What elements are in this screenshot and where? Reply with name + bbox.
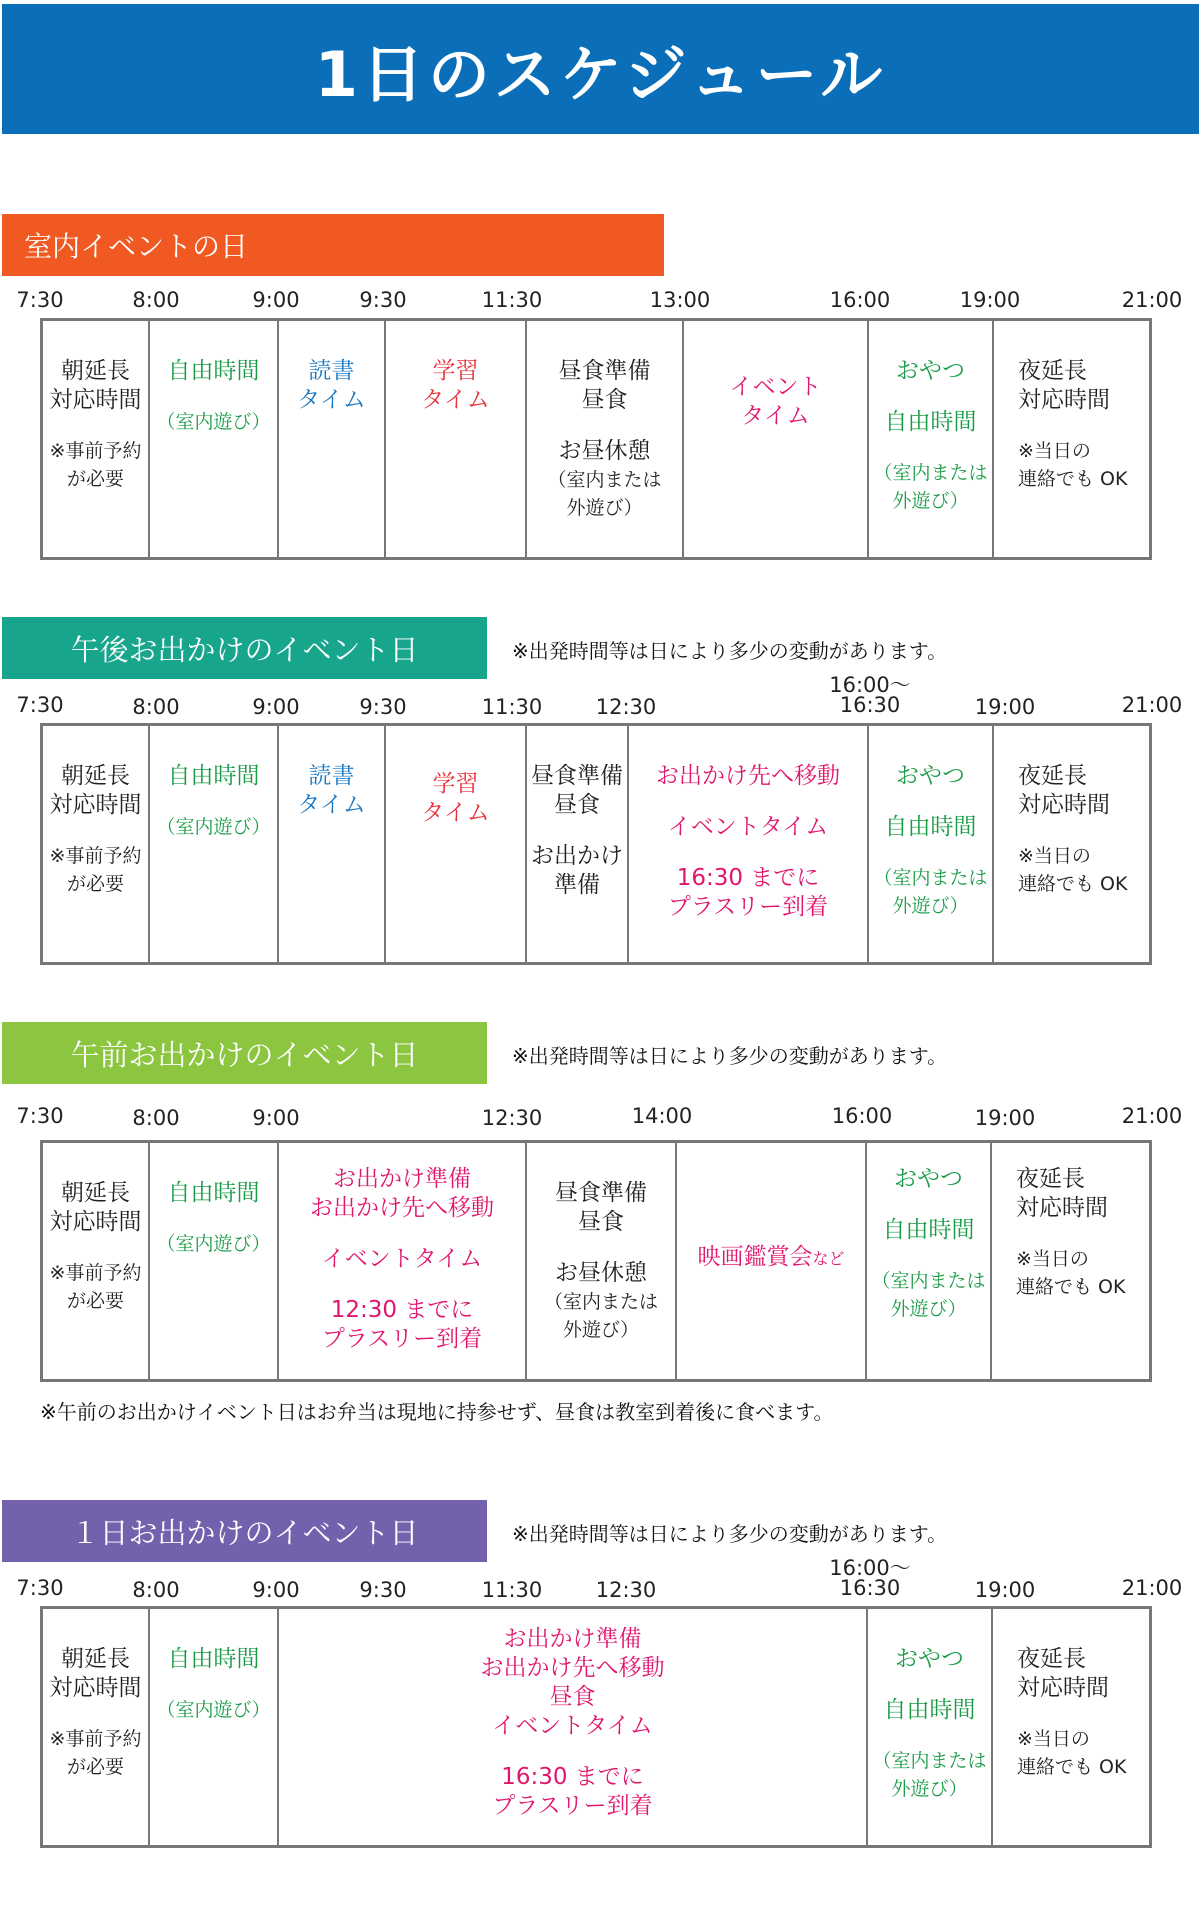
cell-lunch: 昼食準備 昼食 お昼休憩 （室内または 外遊び） — [527, 321, 684, 557]
cell-free-time: 自由時間 （室内遊び） — [150, 321, 279, 557]
time-label: 11:30 — [481, 695, 543, 719]
cell-outing-event: お出かけ先へ移動 イベントタイム 16:30 までに プラスリー到着 — [629, 726, 869, 962]
time-label: 7:30 — [16, 1104, 64, 1128]
time-label: 9:00 — [252, 1106, 300, 1130]
section-tag: 室内イベントの日 — [2, 214, 664, 276]
cell-outing-event: お出かけ準備 お出かけ先へ移動 イベントタイム 12:30 までに プラスリー到着 — [279, 1143, 527, 1379]
cell-snack: おやつ 自由時間 （室内または 外遊び） — [869, 726, 994, 962]
cell-morning-extension: 朝延長 対応時間 ※事前予約 が必要 — [43, 321, 150, 557]
time-label: 9:00 — [252, 1578, 300, 1602]
time-label: 19:00 — [974, 1578, 1036, 1602]
cell-lunch-prep: 昼食準備 昼食 お出かけ 準備 — [527, 726, 629, 962]
time-label: 21:00 — [1121, 693, 1183, 717]
cell-snack: おやつ 自由時間 （室内または 外遊び） — [867, 1143, 992, 1379]
time-label: 14:00 — [631, 1104, 693, 1128]
time-label: 12:30 — [595, 1578, 657, 1602]
time-label: 9:30 — [359, 288, 407, 312]
time-label: 9:30 — [359, 1578, 407, 1602]
time-label: 8:00 — [132, 1578, 180, 1602]
schedule-note: ※出発時間等は日により多少の変動があります。 — [512, 1522, 948, 1546]
cell-event-time: イベント タイム — [684, 321, 869, 557]
schedule-table — [40, 318, 1152, 560]
time-label: 21:00 — [1121, 1576, 1183, 1600]
time-label: 16:00 — [829, 288, 891, 312]
time-label: 19:00 — [974, 1106, 1036, 1130]
section-tag: 午前お出かけのイベント日 — [2, 1022, 487, 1084]
time-label: 19:00 — [959, 288, 1021, 312]
cell-full-day-event: お出かけ準備 お出かけ先へ移動 昼食 イベントタイム 16:30 までに プラスリー到着 — [279, 1609, 868, 1845]
schedule-table — [40, 1140, 1152, 1382]
time-label: 13:00 — [649, 288, 711, 312]
cell-snack: おやつ 自由時間 （室内または 外遊び） — [869, 321, 994, 557]
cell-evening-extension: 夜延長 対応時間 ※当日の 連絡でも OK — [1018, 763, 1128, 895]
time-label: 12:30 — [595, 695, 657, 719]
time-label: 21:00 — [1121, 1104, 1183, 1128]
time-label: 7:30 — [16, 693, 64, 717]
section-tag: 午後お出かけのイベント日 — [2, 617, 487, 679]
time-label: 11:30 — [481, 1578, 543, 1602]
cell-free-time: 自由時間 （室内遊び） — [150, 726, 279, 962]
cell-evening-extension: 夜延長 対応時間 ※当日の 連絡でも OK — [1018, 358, 1128, 490]
section-tag: １日お出かけのイベント日 — [2, 1500, 487, 1562]
time-label: 21:00 — [1121, 288, 1183, 312]
schedule-note: ※出発時間等は日により多少の変動があります。 — [512, 639, 948, 663]
footnote: ※午前のお出かけイベント日はお弁当は現地に持参せず、昼食は教室到着後に食べます。 — [40, 1400, 834, 1424]
cell-reading-time: 読書 タイム — [279, 321, 386, 557]
cell-evening-extension: 夜延長 対応時間 ※当日の 連絡でも OK — [1016, 1166, 1126, 1298]
time-label: 8:00 — [132, 695, 180, 719]
time-label: 16:00～16:30 — [829, 673, 911, 717]
cell-morning-extension: 朝延長 対応時間 ※事前予約 が必要 — [43, 1143, 150, 1379]
cell-lunch: 昼食準備 昼食 お昼休憩 （室内または 外遊び） — [527, 1143, 677, 1379]
schedule-note: ※出発時間等は日により多少の変動があります。 — [512, 1044, 948, 1068]
time-label: 9:00 — [252, 695, 300, 719]
cell-snack: おやつ 自由時間 （室内または 外遊び） — [868, 1609, 993, 1845]
cell-study-time: 学習 タイム — [386, 321, 527, 557]
cell-evening-extension: 夜延長 対応時間 ※当日の 連絡でも OK — [1017, 1646, 1127, 1778]
time-label: 9:30 — [359, 695, 407, 719]
cell-morning-extension: 朝延長 対応時間 ※事前予約 が必要 — [43, 1609, 150, 1845]
time-label: 12:30 — [481, 1106, 543, 1130]
time-label: 16:00～16:30 — [829, 1556, 911, 1600]
time-label: 8:00 — [132, 288, 180, 312]
time-label: 8:00 — [132, 1106, 180, 1130]
time-label: 7:30 — [16, 1576, 64, 1600]
schedule-table — [40, 723, 1152, 965]
cell-reading-time: 読書 タイム — [279, 726, 386, 962]
time-label: 19:00 — [974, 695, 1036, 719]
time-label: 7:30 — [16, 288, 64, 312]
schedule-table — [40, 1606, 1152, 1848]
time-label: 9:00 — [252, 288, 300, 312]
page-title: 1日のスケジュール — [2, 4, 1199, 134]
cell-free-time: 自由時間 （室内遊び） — [150, 1609, 279, 1845]
cell-morning-extension: 朝延長 対応時間 ※事前予約 が必要 — [43, 726, 150, 962]
cell-free-time: 自由時間 （室内遊び） — [150, 1143, 279, 1379]
time-label: 11:30 — [481, 288, 543, 312]
cell-study-time: 学習 タイム — [386, 726, 527, 962]
time-label: 16:00 — [831, 1104, 893, 1128]
cell-movie: 映画鑑賞会など — [677, 1143, 867, 1379]
